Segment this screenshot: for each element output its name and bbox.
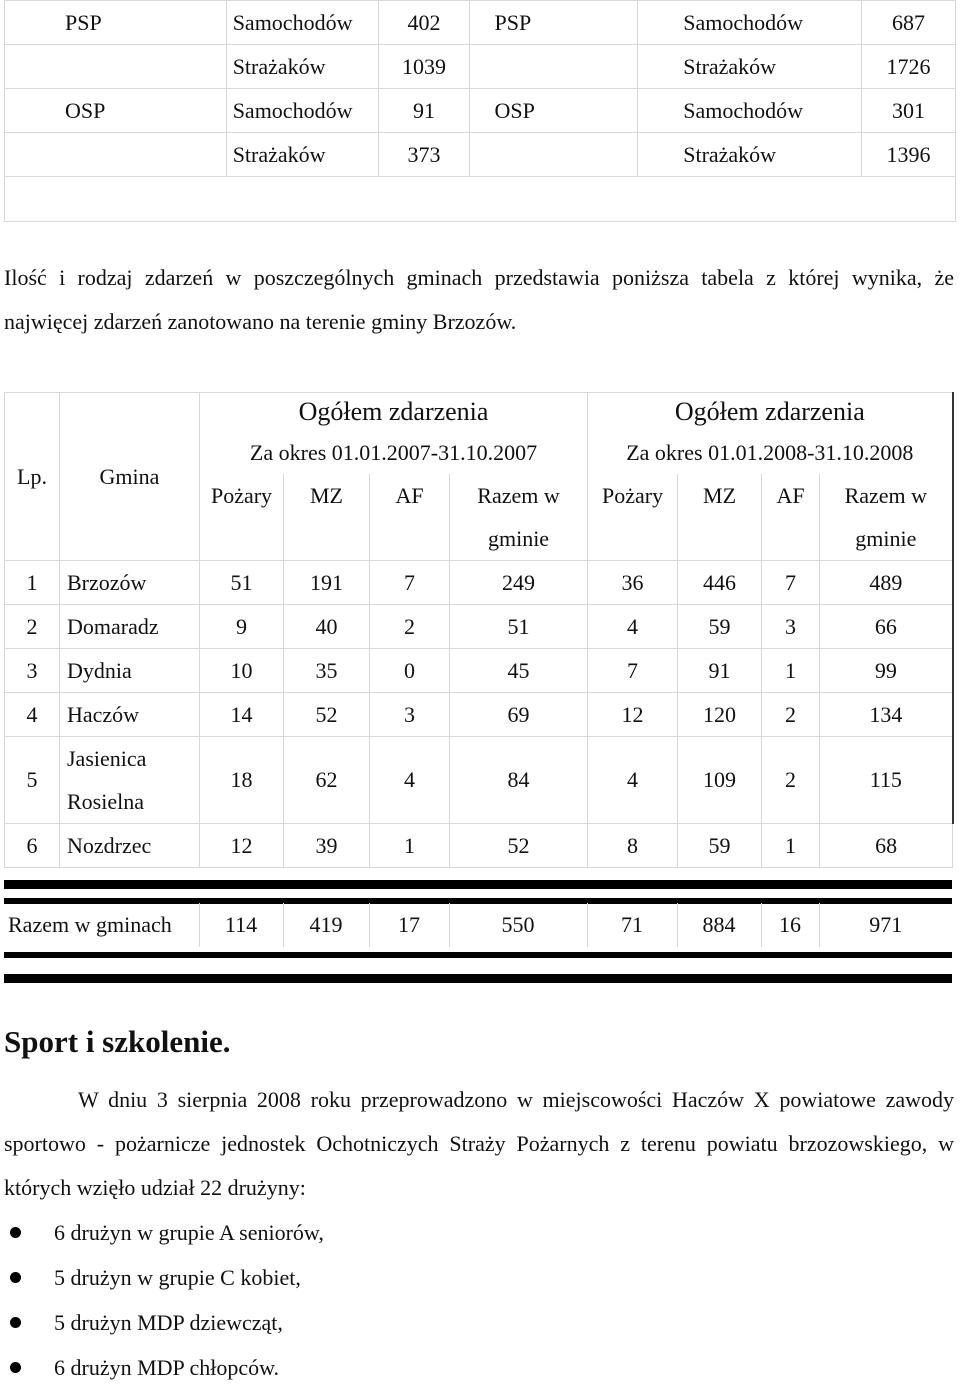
- value-cell: 1: [370, 824, 450, 868]
- gmina-cell: [60, 737, 200, 824]
- value-cell: 249: [450, 561, 588, 605]
- bullet-icon: [10, 1272, 21, 1283]
- table-row: [5, 737, 953, 824]
- total-cell: 71: [587, 903, 677, 947]
- lp-cell: 5: [5, 737, 60, 824]
- value-cell: 2: [762, 737, 820, 824]
- table-row: [5, 133, 956, 177]
- list-item-text: 5 drużyn MDP dziewcząt,: [54, 1310, 283, 1335]
- total-cell: 114: [199, 903, 283, 947]
- table-row: [5, 693, 953, 737]
- value-cell: 4: [588, 737, 678, 824]
- value-cell: 191: [284, 561, 370, 605]
- unit-cell: [5, 45, 227, 89]
- total-cell: 884: [677, 903, 761, 947]
- empty-cell: [284, 517, 370, 561]
- value-cell: 10: [200, 649, 284, 693]
- value-cell: 68: [820, 824, 953, 868]
- total-label: Razem w gminach: [8, 912, 172, 937]
- value-cell: 36: [588, 561, 678, 605]
- total-cell: 419: [283, 903, 369, 947]
- label-cell: Samochodów: [638, 89, 862, 133]
- table-row: [5, 1, 956, 45]
- value-cell: 2: [370, 605, 450, 649]
- list-item: [0, 1210, 324, 1255]
- value-cell: 2: [762, 693, 820, 737]
- list-item: [0, 1255, 324, 1300]
- lp-cell: 4: [5, 693, 60, 737]
- value-cell: 18: [200, 737, 284, 824]
- lp-header: Lp.: [5, 393, 60, 561]
- lp-cell: 6: [5, 824, 60, 868]
- section-title: Sport i szkolenie.: [4, 1024, 231, 1059]
- col-mz: MZ: [284, 474, 370, 517]
- value-cell: 62: [284, 737, 370, 824]
- list-item-text: 5 drużyn w grupie C kobiet,: [54, 1265, 301, 1290]
- gmina-cell: Dydnia: [60, 649, 200, 693]
- value-cell: 4: [588, 605, 678, 649]
- value-cell: 7: [762, 561, 820, 605]
- col-af: AF: [370, 474, 450, 517]
- value-cell: 115: [820, 737, 953, 824]
- teams-list: [0, 1210, 324, 1390]
- value-cell: 402: [378, 1, 470, 45]
- unit-cell: OSP: [5, 89, 227, 133]
- col-pozary: Pożary: [588, 474, 678, 517]
- value-cell: 1: [762, 649, 820, 693]
- value-cell: 3: [370, 693, 450, 737]
- gmina-header: Gmina: [60, 393, 200, 561]
- unit-cell: OSP: [470, 89, 638, 133]
- table-row: [5, 605, 953, 649]
- gmina-cell: Haczów: [60, 693, 200, 737]
- value-cell: 1039: [378, 45, 470, 89]
- table-row: [5, 561, 953, 605]
- bullet-icon: [10, 1227, 21, 1238]
- col-mz: MZ: [678, 474, 762, 517]
- empty-cell: [762, 517, 820, 561]
- col-razem: Razem w: [450, 474, 588, 517]
- value-cell: 99: [820, 649, 953, 693]
- group2-title: Ogółem zdarzenia: [588, 393, 953, 432]
- value-cell: 52: [450, 824, 588, 868]
- gmina-name-line: Jasienica: [67, 746, 147, 771]
- value-cell: 91: [678, 649, 762, 693]
- list-item-text: 6 drużyn w grupie A seniorów,: [54, 1220, 324, 1245]
- value-cell: 134: [820, 693, 953, 737]
- label-cell: Strażaków: [638, 133, 862, 177]
- col-af: AF: [762, 474, 820, 517]
- value-cell: 687: [862, 1, 956, 45]
- value-cell: 39: [284, 824, 370, 868]
- value-cell: 7: [588, 649, 678, 693]
- table-row: [5, 177, 956, 222]
- empty-row: [5, 177, 956, 222]
- summary-table: [4, 0, 956, 222]
- sport-paragraph-text: W dniu 3 sierpnia 2008 roku przeprowadzono w miejscowości Haczów X powiatowe zawody sportowo - pożarnicze jednostek Ochotniczych Straży Pożarnych z terenu powiatu brzozowskiego, w których wzięło udział 22 drużyny:: [4, 1087, 954, 1200]
- total-cell: 550: [449, 903, 587, 947]
- value-cell: 51: [450, 605, 588, 649]
- total-cell: 16: [761, 903, 819, 947]
- label-cell: Samochodów: [638, 1, 862, 45]
- lp-cell: 1: [5, 561, 60, 605]
- value-cell: 14: [200, 693, 284, 737]
- value-cell: 40: [284, 605, 370, 649]
- separator-bar: [4, 952, 952, 958]
- total-cell: 17: [369, 903, 449, 947]
- col-razem-cont: gminie: [450, 517, 588, 561]
- gmina-name-line: Rosielna: [67, 789, 144, 814]
- group1-title: Ogółem zdarzenia: [200, 393, 588, 432]
- value-cell: 1726: [862, 45, 956, 89]
- value-cell: 45: [450, 649, 588, 693]
- group1-period: Za okres 01.01.2007-31.10.2007: [200, 431, 588, 474]
- col-pozary: Pożary: [200, 474, 284, 517]
- unit-cell: PSP: [470, 1, 638, 45]
- value-cell: 109: [678, 737, 762, 824]
- empty-cell: [370, 517, 450, 561]
- label-cell: Samochodów: [226, 1, 378, 45]
- unit-cell: PSP: [5, 1, 227, 45]
- events-table: [4, 392, 954, 868]
- table-row: [5, 45, 956, 89]
- separator-bar: [4, 974, 952, 983]
- value-cell: 66: [820, 605, 953, 649]
- value-cell: 120: [678, 693, 762, 737]
- value-cell: 3: [762, 605, 820, 649]
- sport-paragraph: [4, 1078, 954, 1210]
- empty-cell: [200, 517, 284, 561]
- separator-bar: [4, 880, 952, 889]
- unit-cell: [5, 133, 227, 177]
- value-cell: 0: [370, 649, 450, 693]
- table-row: [5, 89, 956, 133]
- col-razem: Razem w: [820, 474, 953, 517]
- bullet-icon: [10, 1317, 21, 1328]
- value-cell: 69: [450, 693, 588, 737]
- value-cell: 1: [762, 824, 820, 868]
- lp-cell: 3: [5, 649, 60, 693]
- value-cell: 373: [378, 133, 470, 177]
- value-cell: 7: [370, 561, 450, 605]
- value-cell: 446: [678, 561, 762, 605]
- unit-cell: [470, 133, 638, 177]
- gmina-cell: Nozdrzec: [60, 824, 200, 868]
- value-cell: 84: [450, 737, 588, 824]
- list-item: [0, 1345, 324, 1390]
- intro-paragraph: Ilość i rodzaj zdarzeń w poszczególnych gminach przedstawia poniższa tabela z której wynika, że najwięcej zdarzeń zanotowano na terenie gminy Brzozów.: [4, 265, 954, 334]
- label-cell: Strażaków: [226, 45, 378, 89]
- empty-cell: [588, 517, 678, 561]
- value-cell: 59: [678, 824, 762, 868]
- list-item-text: 6 drużyn MDP chłopców.: [54, 1355, 280, 1380]
- value-cell: 301: [862, 89, 956, 133]
- value-cell: 4: [370, 737, 450, 824]
- total-cell: 971: [819, 903, 952, 947]
- label-cell: Samochodów: [226, 89, 378, 133]
- value-cell: 9: [200, 605, 284, 649]
- value-cell: 1396: [862, 133, 956, 177]
- gmina-cell: Brzozów: [60, 561, 200, 605]
- group2-period: Za okres 01.01.2008-31.10.2008: [588, 431, 953, 474]
- list-item: [0, 1300, 324, 1345]
- table-row: [4, 903, 952, 947]
- label-cell: Strażaków: [226, 133, 378, 177]
- value-cell: 51: [200, 561, 284, 605]
- value-cell: 8: [588, 824, 678, 868]
- table-row: [5, 649, 953, 693]
- unit-cell: [470, 45, 638, 89]
- table-row: [5, 824, 953, 868]
- header-row: [5, 393, 953, 432]
- col-razem-cont: gminie: [820, 517, 953, 561]
- value-cell: 35: [284, 649, 370, 693]
- value-cell: 91: [378, 89, 470, 133]
- value-cell: 12: [200, 824, 284, 868]
- label-cell: Strażaków: [638, 45, 862, 89]
- lp-cell: 2: [5, 605, 60, 649]
- value-cell: 12: [588, 693, 678, 737]
- value-cell: 489: [820, 561, 953, 605]
- bullet-icon: [10, 1362, 21, 1373]
- total-row: [4, 903, 952, 947]
- value-cell: 59: [678, 605, 762, 649]
- value-cell: 52: [284, 693, 370, 737]
- gmina-cell: Domaradz: [60, 605, 200, 649]
- empty-cell: [678, 517, 762, 561]
